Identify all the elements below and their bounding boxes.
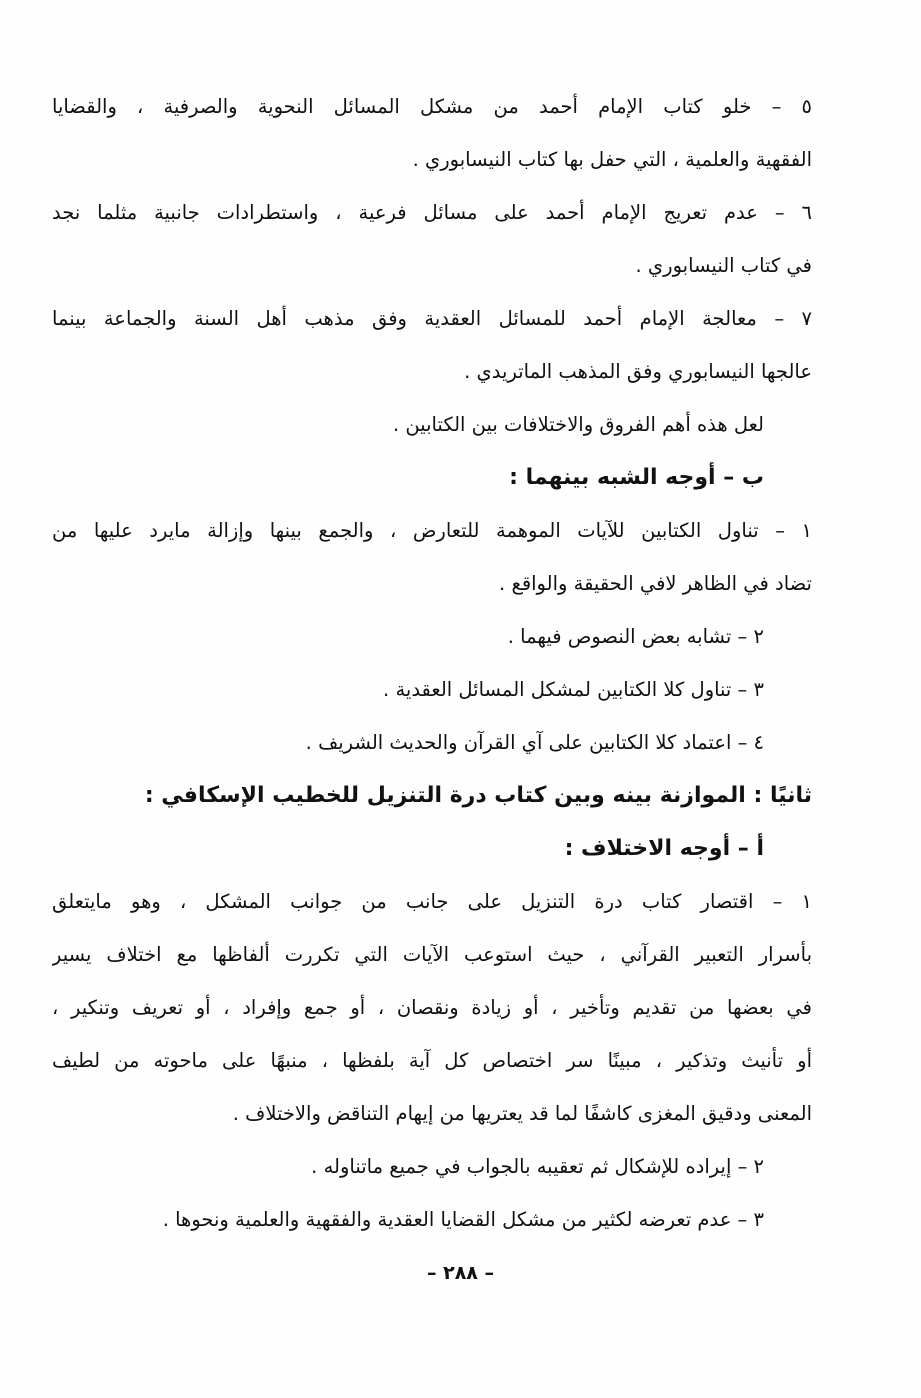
text-line: في كتاب النيسابوري . — [635, 254, 812, 277]
subsection-heading: أ – أوجه الاختلاف : — [564, 836, 764, 861]
text-line: ٧ – معالجة الإمام أحمد للمسائل العقدية وفق مذهب أهل السنة والجماعة بينما — [52, 307, 812, 330]
text-line: ١ – اقتصار كتاب درة التنزيل على جانب من جوانب المشكل ، وهو مايتعلق — [52, 890, 812, 913]
text-line: ٤ – اعتماد كلا الكتابين على آي القرآن والحديث الشريف . — [305, 731, 764, 754]
text-line: ٣ – تناول كلا الكتابين لمشكل المسائل العقدية . — [383, 678, 764, 701]
section-heading: ثانيًا : الموازنة بينه وبين كتاب درة التنزيل للخطيب الإسكافي : — [144, 783, 812, 808]
text-line: ٢ – تشابه بعض النصوص فيهما . — [507, 625, 764, 648]
text-line: ١ – تناول الكتابين للآيات الموهمة للتعارض ، والجمع بينها وإزالة مايرد عليها من — [52, 519, 812, 542]
text-line: أو تأنيث وتذكير ، مبينًا سر اختصاص كل آية بلفظها ، منبهًا على ماحوته من لطيف — [52, 1049, 812, 1072]
body-text — [52, 80, 812, 1246]
section-heading: ب – أوجه الشبه بينهما : — [509, 465, 764, 490]
text-line: ٢ – إيراده للإشكال ثم تعقيبه بالجواب في جميع ماتناوله . — [311, 1155, 764, 1178]
text-line: المعنى ودقيق المغزى كاشفًا لما قد يعتريها من إيهام التناقض والاختلاف . — [232, 1102, 812, 1125]
text-line: بأسرار التعبير القرآني ، حيث استوعب الآيات التي تكررت ألفاظها مع اختلاف يسير — [52, 943, 812, 966]
text-line: لعل هذه أهم الفروق والاختلافات بين الكتابين . — [392, 413, 764, 436]
text-line: عالجها النيسابوري وفق المذهب الماتريدي . — [464, 360, 812, 383]
text-line: الفقهية والعلمية ، التي حفل بها كتاب النيسابوري . — [412, 148, 812, 171]
text-line: ٥ – خلو كتاب الإمام أحمد من مشكل المسائل النحوية والصرفية ، والقضايا — [52, 95, 812, 118]
text-line: ٦ – عدم تعريج الإمام أحمد على مسائل فرعية ، واستطرادات جانبية مثلما نجد — [52, 201, 812, 224]
page-number: – ٢٨٨ – — [426, 1262, 495, 1284]
text-line: في بعضها من تقديم وتأخير ، أو زيادة ونقصان ، أو جمع وإفراد ، أو تعريف وتنكير ، — [52, 996, 812, 1019]
text-line: تضاد في الظاهر لافي الحقيقة والواقع . — [499, 572, 812, 595]
text-line: ٣ – عدم تعرضه لكثير من مشكل القضايا العقدية والفقهية والعلمية ونحوها . — [162, 1208, 764, 1231]
